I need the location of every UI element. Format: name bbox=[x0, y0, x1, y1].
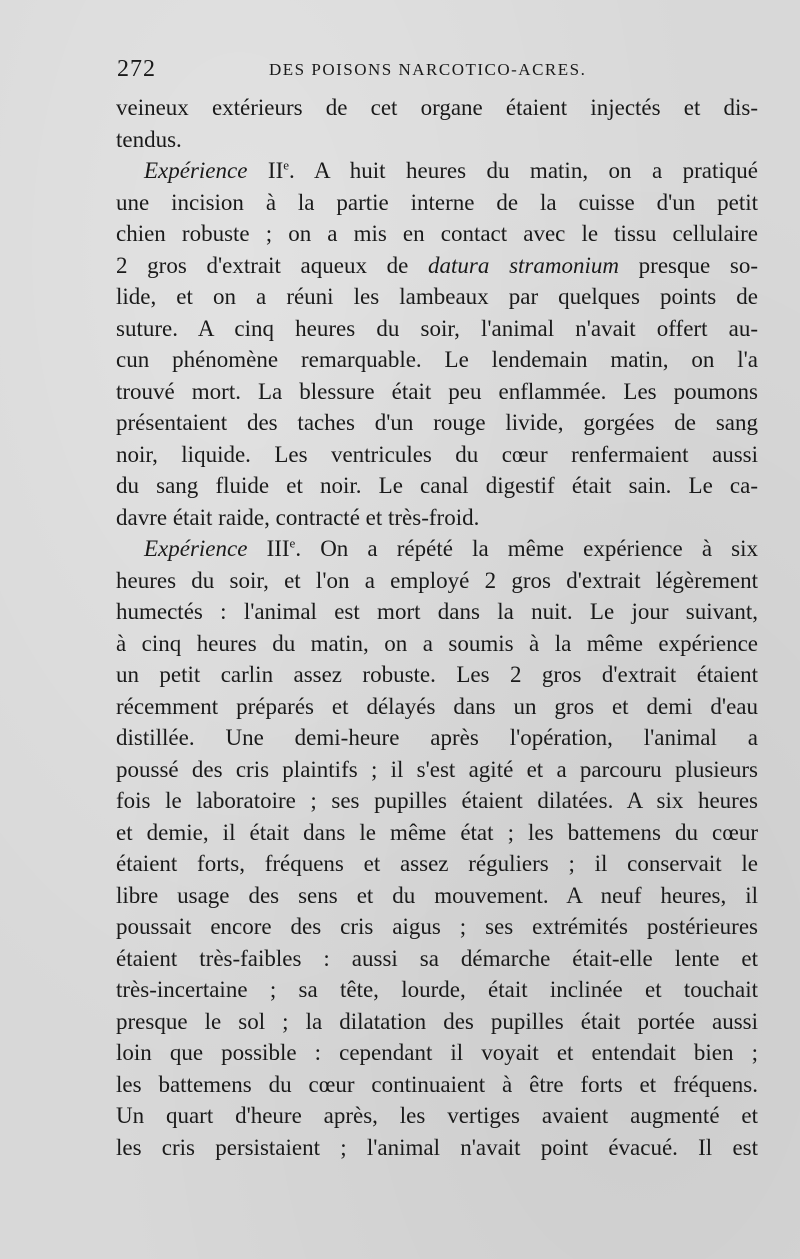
text-line: du sang fluide et noir. Le canal digestif était sain. Le ca- bbox=[116, 473, 758, 498]
text-line: poussé des cris plaintifs ; il s'est agité et a parcouru plusieurs bbox=[116, 756, 758, 782]
experiment-heading-text: . On a répété la même expérience à six bbox=[295, 536, 758, 561]
text-line: chien robuste ; on a mis en contact avec le tissu cellulaire bbox=[116, 221, 758, 246]
text-line: lide, et on a réuni les lambeaux par quelques points de bbox=[116, 284, 758, 309]
experiment-numeral: II bbox=[267, 158, 284, 183]
text-line: noir, liquide. Les ventricules du cœur renfermaient aussi bbox=[116, 441, 758, 467]
text-line: veineux extérieurs de cet organe étaient injectés et dis- bbox=[116, 95, 758, 120]
body-text bbox=[116, 92, 758, 1163]
experiment-superscript: e bbox=[289, 535, 296, 551]
experiment-label: Expérience bbox=[144, 158, 248, 183]
running-head: DES POISONS NARCOTICO-ACRES. bbox=[269, 60, 587, 79]
text-line: presque le sol ; la dilatation des pupilles était portée aussi bbox=[116, 1008, 758, 1034]
text-line: trouvé mort. La blessure était peu enflammée. Les poumons bbox=[116, 378, 758, 404]
text-line: Un quart d'heure après, les vertiges avaient augmenté et bbox=[116, 1103, 758, 1128]
experiment-3-heading-line bbox=[116, 533, 758, 565]
text-line: davre était raide, contracté et très-froid. bbox=[116, 504, 480, 530]
text-line-with-plant-name bbox=[116, 250, 758, 282]
experiment-superscript: e bbox=[283, 157, 290, 173]
text-line: suture. A cinq heures du soir, l'animal n'avait offert au- bbox=[116, 315, 758, 341]
page-number: 272 bbox=[117, 56, 156, 82]
text-line: à cinq heures du matin, on a soumis à la même expérience bbox=[116, 630, 758, 656]
text-line: tendus. bbox=[116, 126, 182, 152]
text-line: et demie, il était dans le même état ; les battemens du cœur bbox=[116, 819, 758, 845]
line-suffix: presque so- bbox=[618, 252, 758, 278]
text-line: un petit carlin assez robuste. Les 2 gros d'extrait étaient bbox=[116, 662, 758, 687]
text-line: les battemens du cœur continuaient à être forts et fréquens. bbox=[116, 1071, 758, 1097]
text-line: récemment préparés et délayés dans un gros et demi d'eau bbox=[116, 693, 758, 719]
text-line: fois le laboratoire ; ses pupilles étaient dilatées. A six heures bbox=[116, 788, 758, 813]
text-line: poussait encore des cris aigus ; ses extrémités postérieures bbox=[116, 914, 758, 939]
experiment-numeral: III bbox=[266, 536, 290, 561]
text-line: heures du soir, et l'on a employé 2 gros d'extrait légèrement bbox=[116, 567, 758, 593]
text-line: libre usage des sens et du mouvement. A neuf heures, il bbox=[116, 882, 758, 908]
text-line: distillée. Une demi-heure après l'opération, l'animal a bbox=[116, 725, 758, 750]
text-line: très-incertaine ; sa tête, lourde, était inclinée et touchait bbox=[116, 977, 758, 1002]
text-line: étaient très-faibles : aussi sa démarche était-elle lente et bbox=[116, 945, 758, 971]
text-line: cun phénomène remarquable. Le lendemain matin, on l'a bbox=[116, 347, 758, 372]
experiment-heading-text: . A huit heures du matin, on a pratiqué bbox=[289, 158, 759, 183]
text-line: une incision à la partie interne de la cuisse d'un petit bbox=[116, 189, 758, 215]
text-line: humectés : l'animal est mort dans la nuit. Le jour suivant, bbox=[116, 599, 758, 624]
line-prefix: 2 gros d'extrait aqueux de bbox=[116, 252, 429, 278]
experiment-2-heading-line bbox=[116, 155, 758, 187]
plant-name: datura stramonium bbox=[428, 252, 619, 278]
text-line: présentaient des taches d'un rouge livide, gorgées de sang bbox=[116, 410, 758, 435]
text-line: étaient forts, fréquens et assez réguliers ; il conservait le bbox=[116, 851, 758, 876]
page-header bbox=[117, 56, 757, 88]
text-line: loin que possible : cependant il voyait et entendait bien ; bbox=[116, 1040, 758, 1065]
text-line: les cris persistaient ; l'animal n'avait point évacué. Il est bbox=[116, 1134, 758, 1160]
experiment-label: Expérience bbox=[144, 536, 248, 561]
